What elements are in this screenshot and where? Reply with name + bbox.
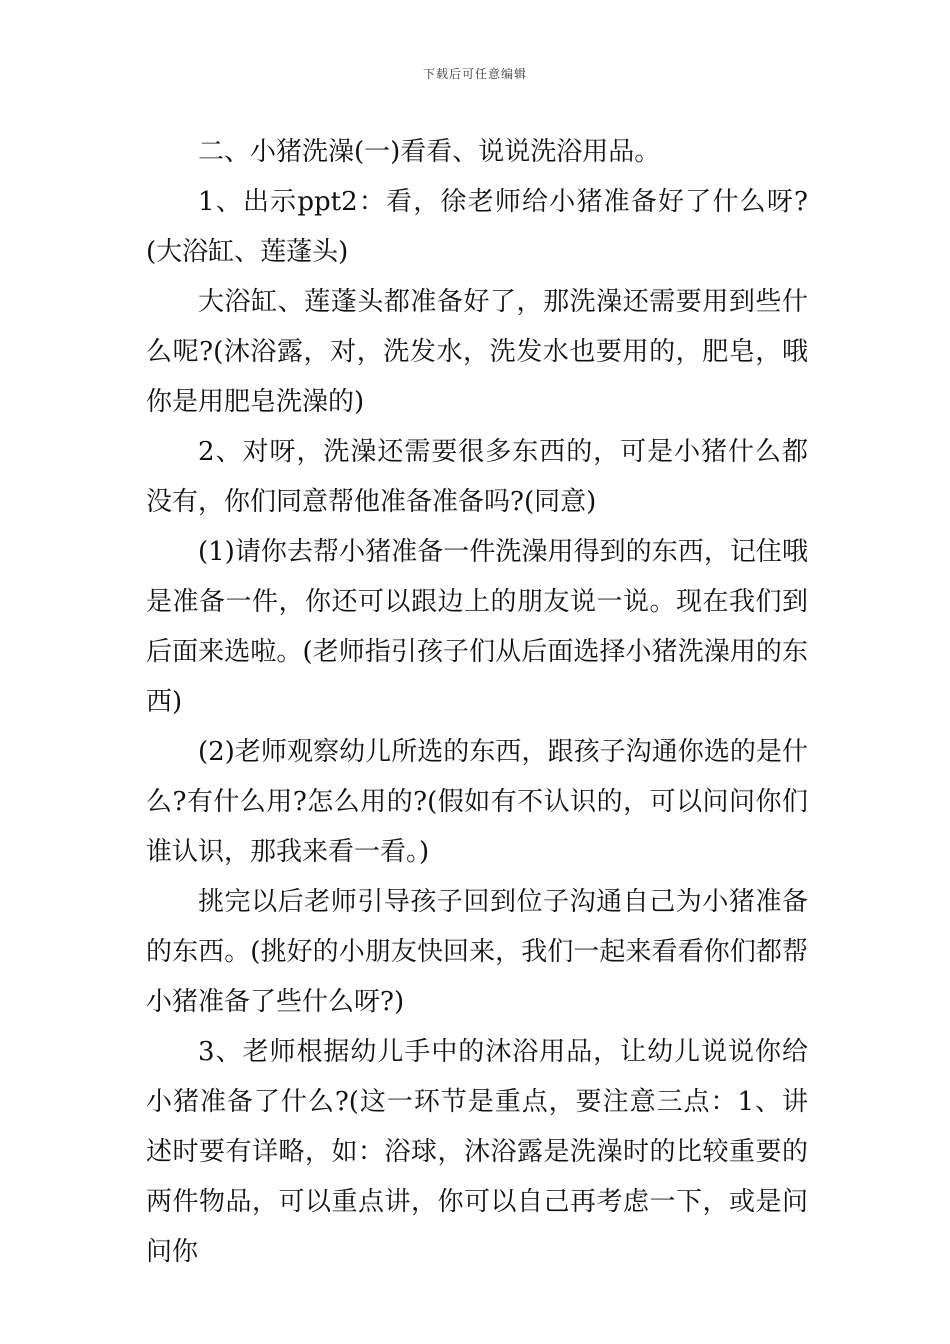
body-text <box>146 127 808 1277</box>
paragraph-8: 3、老师根据幼儿手中的沐浴用品，让幼儿说说你给小猪准备了什么?(这一环节是重点，要注意三点：1、讲述时要有详略，如：浴球，沐浴露是洗澡时的比较重要的两件物品，可以重点讲，你可以自己再考虑一下，或是问问你 <box>146 1037 808 1267</box>
paragraph-5: (1)请你去帮小猪准备一件洗澡用得到的东西，记住哦是准备一件，你还可以跟边上的朋友说一说。现在我们到后面来选啦。(老师指引孩子们从后面选择小猪洗澡用的东西) <box>146 537 808 717</box>
paragraph-4: 2、对呀，洗澡还需要很多东西的，可是小猪什么都没有，你们同意帮他准备准备吗?(同意) <box>146 437 808 517</box>
paragraph-1: 二、小猪洗澡(一)看看、说说洗浴用品。 <box>198 137 661 167</box>
header-note: 下载后可任意编辑 <box>422 67 527 81</box>
paragraph-7: 挑完以后老师引导孩子回到位子沟通自己为小猪准备的东西。(挑好的小朋友快回来，我们一起来看看你们都帮小猪准备了些什么呀?) <box>146 887 808 1017</box>
paragraph-6: (2)老师观察幼儿所选的东西，跟孩子沟通你选的是什么?有什么用?怎么用的?(假如有不认识的，可以问问你们谁认识，那我来看一看。) <box>146 737 808 867</box>
paragraph-2: 1、出示ppt2：看，徐老师给小猪准备好了什么呀?(大浴缸、莲蓬头) <box>146 187 808 267</box>
paragraph-3: 大浴缸、莲蓬头都准备好了，那洗澡还需要用到些什么呢?(沐浴露，对，洗发水，洗发水也要用的，肥皂，哦你是用肥皂洗澡的) <box>146 287 808 417</box>
